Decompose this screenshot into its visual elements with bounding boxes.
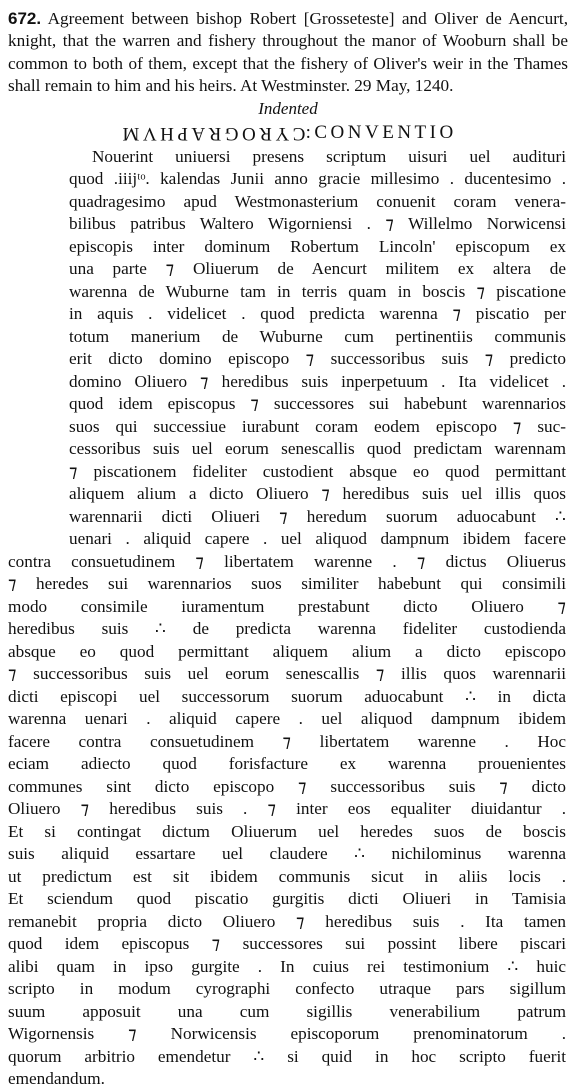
indented-label: Indented [258,98,318,118]
charter-indented-block [8,146,568,551]
text-line: facere contra consuetudinem ⁊ libertatem warenne . Hoc [8,731,566,751]
entry-summary [8,8,568,98]
text-line: ⁊ heredes sui warennarios suos similiter habebunt qui consimili [8,574,566,594]
text-line: aliquem alium a dicto Oliuero ⁊ heredibus suis uel illis quos [69,484,566,504]
text-line: ⁊ successoribus suis uel eorum senescallis ⁊ illis quos warennarii [8,664,566,684]
text-line: heredibus suis ∴ de predicta warenna fideliter custodienda [8,619,566,639]
text-line: suos qui successiue iurabunt coram eodem episcopo ⁊ suc- [69,416,566,436]
text-line: quod idem episcopus ⁊ successores sui habebunt warennarios [69,394,566,414]
text-line: Oliuero ⁊ heredibus suis . ⁊ inter eos equaliter diuidantur . [8,799,566,819]
text-line: communes sint dicto episcopo ⁊ successoribus suis ⁊ dicto [8,776,566,796]
charter-full-block [8,551,568,1091]
chirograph-heading [8,120,568,146]
chirograph-separator: : [305,121,315,143]
text-line: contra consuetudinem ⁊ libertatem warenne . ⁊ dictus Oliuerus [8,551,566,571]
text-line: bilibus patribus Waltero Wigorniensi . ⁊ Willelmo Norwicensi [69,214,566,234]
text-line: warenna uenari . aliquid capere . uel aliquod dampnum ibidem [8,709,566,729]
text-line: erit dicto domino episcopo ⁊ successoribus suis ⁊ predicto [69,349,566,369]
text-line: cessoribus suis uel eorum senescallis quod predictam warennam [69,439,566,459]
text-line: dicti episcopi uel successorum suorum aduocabunt ∴ in dicta [8,686,566,706]
text-line: uenari . aliquid capere . uel aliquod dampnum ibidem facere [69,529,566,549]
entry-number: 672. [8,9,42,28]
text-line: emendandum. [8,1069,105,1089]
text-line: quorum arbitrio emendetur ∴ si quid in hoc scripto fuerit [8,1046,566,1066]
text-line: warennarii dicti Oliueri ⁊ heredum suorum aduocabunt ∴ [69,506,566,526]
text-line: alibi quam in ipso gurgite . In cuius rei testimonium ∴ huic [8,956,566,976]
text-line: Et sciendum quod piscatio gurgitis dicti Oliueri in Tamisia [8,889,566,909]
text-line: Nouerint uniuersi presens scriptum uisuri uel audituri [92,146,566,166]
text-line: eciam adiecto quod forisfacture ex warenna prouenientes [8,754,566,774]
text-line: ⁊ piscationem fideliter custodient absque eo quod permittant [69,461,566,481]
chirograph-text: CONVENTIO [314,121,457,143]
text-line: in aquis . videlicet . quod predicta warenna ⁊ piscatio per [69,304,566,324]
chirograph-inverted-text: CYROGRAPHVM [119,122,306,144]
text-line: Et si contingat dictum Oliuerum uel heredes suos de boscis [8,821,566,841]
text-line: domino Oliuero ⁊ heredibus suis inperpetuum . Ita videlicet . [69,371,566,391]
text-line: ut predictum est sit ibidem communis sicut in aliis locis . [8,866,566,886]
entry-summary-text: Agreement between bishop Robert [Grosseteste] and Oliver de Aencurt, knight, that the warren and fishery throughout the manor of Wooburn shall be common to both of them, except that the fishery of Oliver's weir in the Thames shall remain to him and his heirs. At Westminster. 29 May, 1240. [8,9,568,96]
text-line: quod idem episcopus ⁊ successores sui possint libere piscari [8,934,566,954]
text-line: una parte ⁊ Oliuerum de Aencurt militem ex altera de [69,259,566,279]
text-line: Wigornensis ⁊ Norwicensis episcoporum prenominatorum . [8,1024,566,1044]
text-line: totum manerium de Wuburne cum pertinentiis communis [69,326,566,346]
text-line: quadragesimo apud Westmonasterium conuenit coram venera- [69,191,566,211]
text-line: remanebit propria dicto Oliuero ⁊ heredibus suis . Ita tamen [8,911,566,931]
text-line: warenna de Wuburne tam in terris quam in boscis ⁊ piscatione [69,281,566,301]
text-line: modo consimile iuramentum prestabunt dicto Oliuero ⁊ [8,596,566,616]
text-line: quod .iiijᵗᵒ. kalendas Junii anno gracie millesimo . ducentesimo . [69,169,566,189]
text-line: episcopis inter dominum Robertum Lincoln' episcopum ex [69,236,566,256]
text-line: scripto in modum cyrographi confecto utraque pars sigillum [8,979,566,999]
text-line: suum apposuit una cum sigillis venerabilium patrum [8,1001,566,1021]
text-line: absque eo quod permittant aliquem alium a dicto episcopo [8,641,566,661]
text-line: suis aliquid essartare uel claudere ∴ nichilominus warenna [8,844,566,864]
